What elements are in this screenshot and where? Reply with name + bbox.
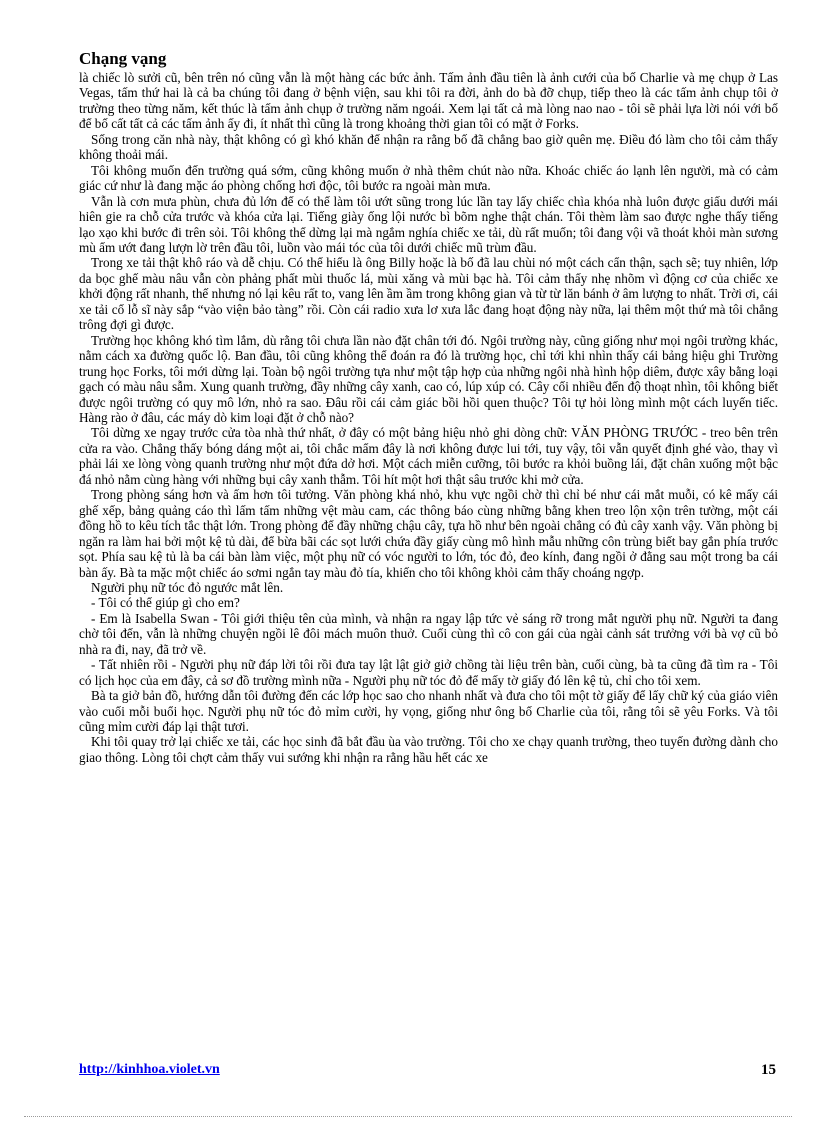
paragraph: Tôi dừng xe ngay trước cửa tòa nhà thứ nhất, ở đây có một bảng hiệu nhỏ ghi dòng chữ: VĂN PHÒNG TRƯỚC - treo bên trên cửa ra vào. Chẳng thấy bóng dáng một ai, tôi chắc mẩm đây là nơi không được lui tới, tuy vậy, tôi vẫn quyết định ghé vào, thay vì phải lái xe lòng vòng quanh trường như một đứa dở hơi. Một cách miễn cưỡng, tôi bước ra khỏi buồng lái, đặt chân xuống một bậc đá nhỏ nằm cùng hàng với những bụi cây xanh thẫm. Tôi hít một hơi thật sâu trước khi mở cửa. (79, 425, 778, 487)
paragraph: là chiếc lò sưởi cũ, bên trên nó cũng vẫn là một hàng các bức ảnh. Tấm ảnh đầu tiên là ảnh cưới của bố Charlie và mẹ chụp ở Las Vegas, tấm thứ hai là cả ba chúng tôi đang ở bệnh viện, sau khi tôi ra đời, ảnh do bà đỡ chụp, tiếp theo là các tấm ảnh chụp tôi ở trường theo từng năm, kết thúc là tấm ảnh chụp ở trường năm ngoái. Xem lại tất cả mà lòng nao nao - tôi sẽ phải lựa lời nói với bố để bố cất tất cả các tấm ảnh ấy đi, ít nhất thì cũng là trong khoảng thời gian tôi có mặt ở Forks. (79, 70, 778, 132)
paragraph: Khi tôi quay trở lại chiếc xe tải, các học sinh đã bắt đầu ùa vào trường. Tôi cho xe chạy quanh trường, theo tuyến đường dành cho giao thông. Lòng tôi chợt cảm thấy vui sướng khi nhận ra rằng hầu hết các xe (79, 734, 778, 765)
paragraph: - Tất nhiên rồi - Người phụ nữ đáp lời tôi rồi đưa tay lật lật giở giở chồng tài liệu trên bàn, cuối cùng, bà ta cũng đã tìm ra - Tôi có lịch học của em đây, cả sơ đồ trường mình nữa - Người phụ nữ tóc đỏ để mấy tờ giấy đó lên kệ tủ, chỉ cho tôi xem. (79, 657, 778, 688)
footer-website-link[interactable]: http://kinhhoa.violet.vn (79, 1062, 220, 1077)
paragraph: Bà ta giở bản đồ, hướng dẫn tôi đường đến các lớp học sao cho nhanh nhất và đưa cho tôi một tờ giấy để lấy chữ ký của giáo viên vào cuối mỗi buổi học. Người phụ nữ tóc đỏ mỉm cười, hy vọng, giống như ông bố Charlie của tôi, rằng tôi sẽ yêu Forks. Và tôi cũng mỉm cười đáp lại thật tươi. (79, 688, 778, 735)
page-number: 15 (761, 1062, 776, 1078)
paragraph: Người phụ nữ tóc đỏ ngước mắt lên. (91, 579, 284, 595)
paragraph: Trường học không khó tìm lắm, dù rằng tôi chưa lần nào đặt chân tới đó. Ngôi trường này, cũng giống như mọi ngôi trường khác, nằm cách xa đường quốc lộ. Ban đầu, tôi cũng không thể đoán ra đó là trường học, chỉ tới khi nhìn thấy cái bảng hiệu ghi Trường trung học Forks, tôi mới dừng lại. Toàn bộ ngôi trường tựa như một tập hợp của những ngôi nhà hình hộp diêm, được xây bằng loại gạch có màu nâu sẫm. Xung quanh trường, đầy những cây xanh, cao có, lúp xúp có. Cây cối nhiều đến độ thoạt nhìn, tôi không biết được ngôi trường có quy mô lớn, nhỏ ra sao. Đâu rồi cái cảm giác bồi hồi quen thuộc? Tôi tự hỏi lòng mình một cách luyến tiếc. Hàng rào ở đâu, các máy dò kim loại đặt ở chỗ nào? (79, 332, 778, 425)
paragraph: - Em là Isabella Swan - Tôi giới thiệu tên của mình, và nhận ra ngay lập tức vẻ sáng rỡ trong mắt người phụ nữ. Người ta đang chờ tôi đến, vẫn là những chuyện ngồi lê đôi mách muôn thuở. Cuối cùng thì cô con gái của ngài cảnh sát trưởng với bà vợ cũ bỏ nhà ra đi, nay, đã trở về. (79, 610, 778, 657)
body-text (79, 70, 778, 765)
paragraph: - Tôi có thể giúp gì cho em? (91, 595, 240, 611)
paragraph: Sống trong căn nhà này, thật không có gì khó khăn để nhận ra rằng bố đã chẳng bao giờ quên mẹ. Điều đó làm cho tôi cảm thấy không thoải mái. (79, 131, 778, 163)
chapter-title: Chạng vạng (79, 49, 167, 68)
bottom-dotted-rule (24, 1116, 792, 1117)
paragraph: Vẫn là cơn mưa phùn, chưa đủ lớn để có thể làm tôi ướt sũng trong lúc lần tay lấy chiếc chìa khóa nhà luôn được giấu dưới mái hiên gie ra chỗ cửa trước và khóa cửa lại. Tiếng giày ống lội nước bì bõm nghe thật chán. Tôi thèm làm sao được nghe thấy tiếng lạo xạo khi bước đi trên sỏi. Tôi không thể dừng lại mà ngắm nghía chiếc xe tải, dù rất muốn; tôi đang vội vã thoát khỏi màn sương mù ẩm ướt đang lượn lờ trên đầu tôi, luồn vào mái tóc của tôi dưới chiếc mũ trùm đầu. (79, 193, 778, 255)
paragraph: Tôi không muốn đến trường quá sớm, cũng không muốn ở nhà thêm chút nào nữa. Khoác chiếc áo lạnh lên người, mà có cảm giác cứ như là đang mặc áo phòng chống hơi độc, tôi bước ra ngoài màn mưa. (79, 162, 778, 194)
paragraph: Trong xe tải thật khô ráo và dễ chịu. Có thể hiểu là ông Billy hoặc là bố đã lau chùi nó một cách cẩn thận, sạch sẽ; tuy nhiên, lớp da bọc ghế màu nâu vẫn còn phảng phất mùi thuốc lá, mùi xăng và mùi bạc hà. Tôi cảm thấy nhẹ nhõm vì động cơ của chiếc xe khởi động rất nhanh, thế nhưng nó lại kêu rất to, vang lên ầm ầm trong không gian và từ từ lăn bánh ở âm lượng to nhất. Trời ơi, cái xe tải cổ lỗ sĩ này sắp “vào viện bảo tàng” rồi. Còn cái radio xưa lơ xưa lắc đang hoạt động này nữa, lại thêm một thứ mà tôi chẳng trông đợi gì được. (79, 255, 778, 333)
paragraph: Trong phòng sáng hơn và ấm hơn tôi tưởng. Văn phòng khá nhỏ, khu vực ngồi chờ thì chỉ bé như cái mắt muỗi, có kê mấy cái ghế xếp, bảng quảng cáo thì lấm tấm những vệt màu cam, các thông báo cùng những bằng khen treo lộn xộn trên tường, một cái đồng hồ to kêu tích tắc thật lớn. Trong phòng để đầy những chậu cây, tựa hồ như bên ngoài chẳng có đủ cây xanh vậy. Văn phòng bị ngăn ra làm hai bởi một kệ tủ dài, để bừa bãi các sọt lưới chứa đầy giấy cùng mô hình mẫu những côn trùng biết bay gắn phía trước sọt. Phía sau kệ tủ là ba cái bàn làm việc, một phụ nữ có vóc người to lớn, tóc đỏ, đeo kính, đang ngồi ở đằng sau một trong ba cái bàn ấy. Bà ta mặc một chiếc áo sơmi ngắn tay màu đỏ tía, khiến cho tôi không khỏi cảm thấy choáng ngợp. (79, 487, 778, 580)
